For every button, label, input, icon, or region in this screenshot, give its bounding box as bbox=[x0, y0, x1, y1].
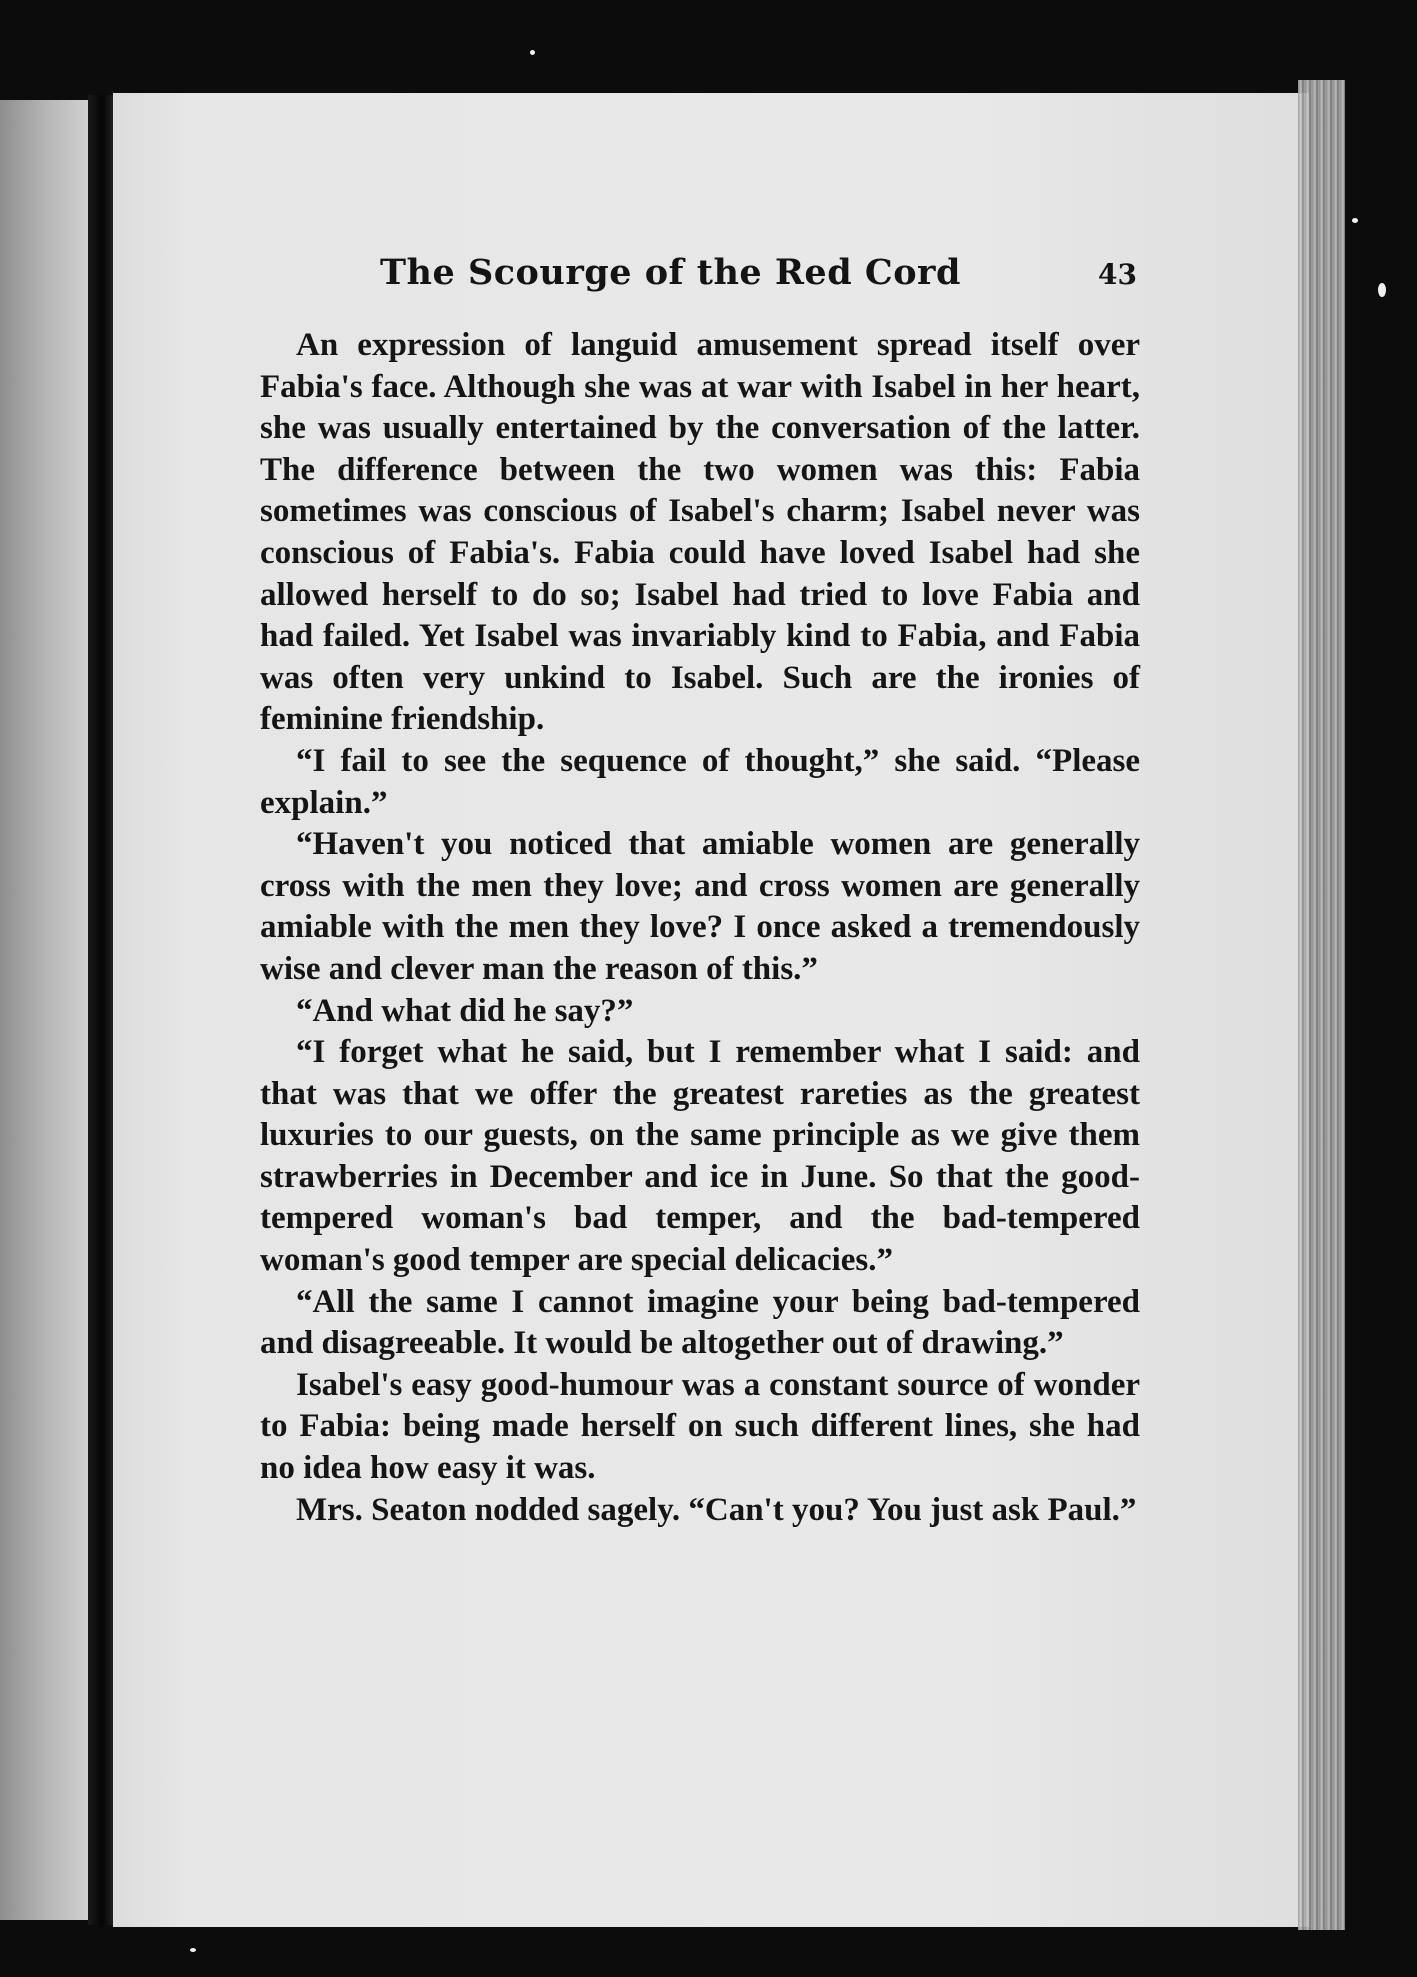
dust-speck bbox=[1352, 218, 1358, 223]
running-head: The Scourge of the Red Cord bbox=[380, 252, 961, 293]
paragraph: “I forget what he said, but I remember what I said: and that was that we offer the greatest rareties as the greatest luxuries to our guests, on the same principle as we give them strawberries in December and ice in June. So that the good-tempered woman's bad temper, and the bad-tempered woman's good temper are special delicacies.” bbox=[260, 1034, 1140, 1279]
paragraph: “All the same I cannot imagine your being bad-tempered and disagreeable. It would be altogether out of drawing.” bbox=[260, 1283, 1140, 1362]
dust-speck bbox=[530, 50, 535, 55]
paragraph: Mrs. Seaton nodded sagely. “Can't you? You just ask Paul.” bbox=[296, 1491, 1137, 1528]
page-stack-edge bbox=[1298, 80, 1348, 1930]
paragraph: “I fail to see the sequence of thought,” she said. “Please explain.” bbox=[260, 742, 1140, 821]
dust-speck bbox=[1378, 283, 1386, 297]
paragraph: “Haven't you noticed that amiable women are generally cross with the men they love; and cross women are generally amiable with the men they love? I once asked a tremendously wise and clever man the reason of this.” bbox=[260, 826, 1140, 987]
paragraph: “And what did he say?” bbox=[296, 992, 634, 1029]
body-text bbox=[260, 325, 1140, 1531]
dust-speck bbox=[190, 1948, 196, 1952]
page-number: 43 bbox=[1098, 258, 1137, 291]
book-gutter bbox=[88, 95, 114, 1925]
left-page-edge bbox=[0, 100, 92, 1920]
paragraph: Isabel's easy good-humour was a constant source of wonder to Fabia: being made herself on such different lines, she had no idea how easy it was. bbox=[260, 1366, 1140, 1487]
paragraph: An expression of languid amusement spread itself over Fabia's face. Although she was at war with Isabel in her heart, she was usually entertained by the conversation of the latter. The difference between the two women was this: Fabia sometimes was conscious of Isabel's charm; Isabel never was conscious of Fabia's. Fabia could have loved Isabel had she allowed herself to do so; Isabel had tried to love Fabia and had failed. Yet Isabel was invariably kind to Fabia, and Fabia was often very unkind to Isabel. Such are the ironies of feminine friendship. bbox=[260, 327, 1140, 738]
background-shadow bbox=[1345, 70, 1417, 1977]
